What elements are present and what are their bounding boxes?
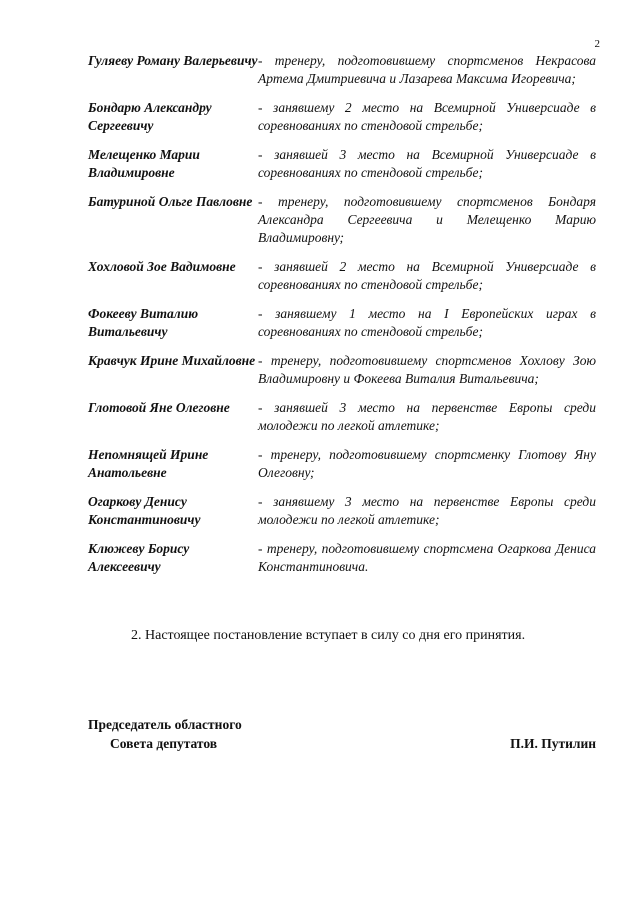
award-reason: - тренеру, подготовившему спортсменку Глотову Яну Олеговну; <box>258 447 596 480</box>
award-row <box>88 193 596 247</box>
award-reason: - занявшему 2 место на Всемирной Универсиаде в соревнованиях по стендовой стрельбе; <box>258 100 596 133</box>
award-recipient-name: Непомнящей Ирине Анатольевне <box>88 447 209 480</box>
page-number: 2 <box>594 38 600 50</box>
award-row <box>88 493 596 529</box>
award-recipient-name: Мелещенко Марии Владимировне <box>88 147 200 180</box>
award-row <box>88 540 596 576</box>
award-recipient-name: Бондарю Александру Сергеевичу <box>88 100 212 133</box>
award-row <box>88 399 596 435</box>
award-row <box>88 305 596 341</box>
award-reason: - тренеру, подготовившему спортсменов Некрасова Артема Дмитриевича и Лазарева Максима Игоревича; <box>258 53 596 86</box>
award-reason: - занявшему 1 место на I Европейских играх в соревнованиях по стендовой стрельбе; <box>258 306 596 339</box>
award-reason: - тренеру, подготовившему спортсмена Огаркова Дениса Константиновича. <box>258 541 596 574</box>
award-recipient-name: Кравчук Ирине Михайловне <box>88 353 256 368</box>
award-recipient-name: Глотовой Яне Олеговне <box>88 400 230 415</box>
award-row <box>88 446 596 482</box>
awards-list <box>88 52 596 587</box>
effective-date-clause: 2. Настоящее постановление вступает в силу со дня его принятия. <box>131 628 526 643</box>
signatory-title-line1: Председатель областного <box>88 717 242 732</box>
award-row <box>88 52 596 88</box>
award-reason: - тренеру, подготовившему спортсменов Хохлову Зою Владимировну и Фокеева Виталия Витальевича; <box>258 353 596 386</box>
award-recipient-name: Хохловой Зое Вадимовне <box>88 259 236 274</box>
award-recipient-name: Батуриной Ольге Павловне <box>88 194 253 209</box>
award-row <box>88 352 596 388</box>
signature-line <box>88 734 596 753</box>
award-recipient-name: Фокееву Виталию Витальевичу <box>88 306 199 339</box>
award-row <box>88 258 596 294</box>
signatory-title-line2: Совета депутатов <box>110 736 218 751</box>
award-recipient-name: Огаркову Денису Константиновичу <box>88 494 201 527</box>
signatory-name: П.И. Путилин <box>510 736 596 751</box>
award-reason: - занявшей 3 место на Всемирной Универсиаде в соревнованиях по стендовой стрельбе; <box>258 147 596 180</box>
award-recipient-name: Клюжеву Борису Алексеевичу <box>88 541 190 574</box>
award-reason: - занявшему 3 место на первенстве Европы среди молодежи по легкой атлетике; <box>258 494 596 527</box>
award-reason: - занявшей 2 место на Всемирной Универсиаде в соревнованиях по стендовой стрельбе; <box>258 259 596 292</box>
award-reason: - тренеру, подготовившему спортсменов Бондаря Александра Сергеевича и Мелещенко Марию Владимировну; <box>258 194 596 245</box>
signature-block <box>88 715 596 753</box>
award-reason: - занявшей 3 место на первенстве Европы среди молодежи по легкой атлетике; <box>258 400 596 433</box>
award-row <box>88 99 596 135</box>
award-row <box>88 146 596 182</box>
award-recipient-name: Гуляеву Роману Валерьевичу <box>88 53 258 68</box>
